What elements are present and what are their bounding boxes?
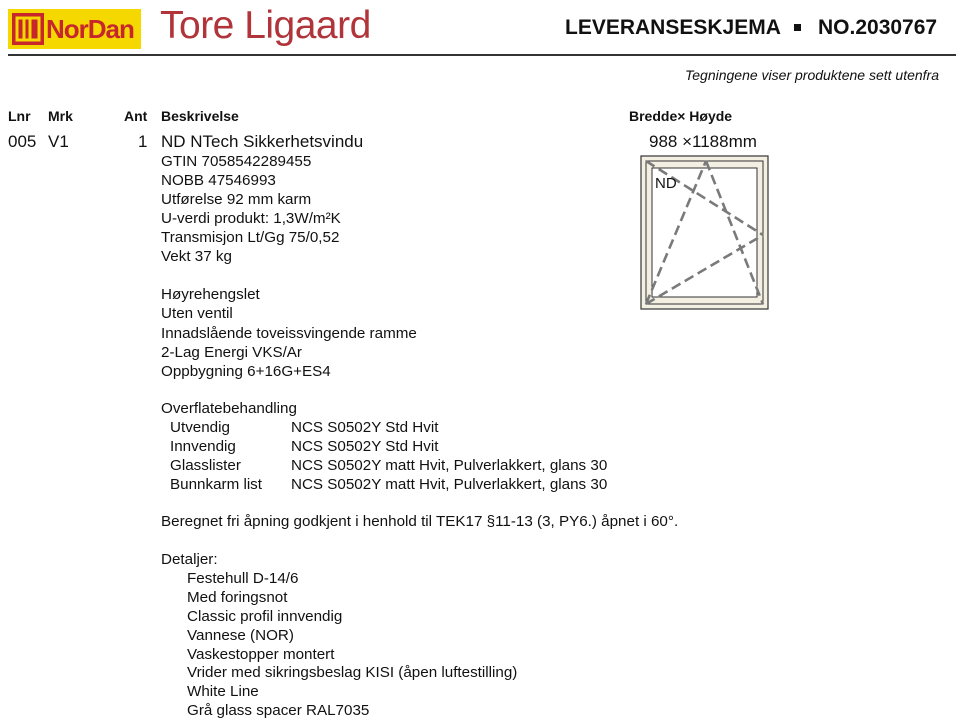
detail-line: Vannese (NOR) bbox=[187, 627, 294, 644]
surface-value: NCS S0502Y matt Hvit, Pulverlakkert, glans 30 bbox=[291, 476, 608, 493]
surface-value: NCS S0502Y Std Hvit bbox=[291, 419, 439, 436]
option-line: Uten ventil bbox=[161, 305, 233, 322]
spec-line: Transmisjon Lt/Gg 75/0,52 bbox=[161, 229, 340, 246]
detail-line: Grå glass spacer RAL7035 bbox=[187, 702, 370, 719]
window-drawing bbox=[640, 155, 770, 318]
option-line: Høyrehengslet bbox=[161, 286, 260, 303]
detail-line: Med foringsnot bbox=[187, 589, 288, 606]
item-ant: 1 bbox=[138, 132, 148, 151]
document-number: NO.2030767 bbox=[818, 16, 938, 39]
view-note: Tegningene viser produktene sett utenfra bbox=[685, 67, 939, 83]
title-separator bbox=[794, 24, 801, 31]
column-lnr: Lnr bbox=[8, 108, 31, 124]
detail-line: Classic profil innvendig bbox=[187, 608, 343, 625]
surface-value: NCS S0502Y Std Hvit bbox=[291, 438, 439, 455]
brand-name: Tore Ligaard bbox=[160, 4, 371, 47]
column-ant: Ant bbox=[124, 108, 148, 124]
spec-line: NOBB 47546993 bbox=[161, 172, 276, 189]
nordan-logo-text: NorDan bbox=[46, 13, 134, 44]
surface-title: Overflatebehandling bbox=[161, 400, 297, 417]
opening-note: Beregnet fri åpning godkjent i henhold til TEK17 §11-13 (3, PY6.) åpnet i 60°. bbox=[161, 513, 679, 530]
detail-line: Festehull D-14/6 bbox=[187, 570, 299, 587]
column-beskrivelse: Beskrivelse bbox=[161, 108, 239, 124]
surface-label: Innvendig bbox=[170, 438, 236, 455]
detail-line: White Line bbox=[187, 683, 259, 700]
spec-line: Vekt 37 kg bbox=[161, 248, 232, 265]
option-line: Innadslående toveissvingende ramme bbox=[161, 325, 417, 342]
column-dimensions: Bredde× Høyde bbox=[629, 108, 733, 124]
nordan-logo-mark-icon bbox=[12, 13, 44, 45]
option-line: 2-Lag Energi VKS/Ar bbox=[161, 344, 302, 361]
spec-line: GTIN 7058542289455 bbox=[161, 153, 312, 170]
surface-label: Bunnkarm list bbox=[170, 476, 263, 493]
nordan-logo bbox=[8, 9, 141, 49]
surface-value: NCS S0502Y matt Hvit, Pulverlakkert, glans 30 bbox=[291, 457, 608, 474]
surface-label: Utvendig bbox=[170, 419, 230, 436]
item-mrk: V1 bbox=[48, 132, 69, 151]
item-lnr: 005 bbox=[8, 132, 37, 151]
column-mrk: Mrk bbox=[48, 108, 73, 124]
item-name: ND NTech Sikkerhetsvindu bbox=[161, 132, 364, 151]
spec-line: Utførelse 92 mm karm bbox=[161, 191, 312, 208]
header-rule bbox=[8, 54, 956, 56]
detail-line: Vrider med sikringsbeslag KISI (åpen luftestilling) bbox=[187, 664, 518, 681]
details-title: Detaljer: bbox=[161, 551, 218, 568]
window-drawing-label: ND bbox=[655, 175, 677, 192]
option-line: Oppbygning 6+16G+ES4 bbox=[161, 363, 331, 380]
item-dimensions: 988 ×1188mm bbox=[649, 132, 757, 151]
document-title: LEVERANSESKJEMA bbox=[565, 16, 781, 39]
surface-label: Glasslister bbox=[170, 457, 241, 474]
detail-line: Vaskestopper montert bbox=[187, 646, 335, 663]
spec-line: U-verdi produkt: 1,3W/m²K bbox=[161, 210, 341, 227]
